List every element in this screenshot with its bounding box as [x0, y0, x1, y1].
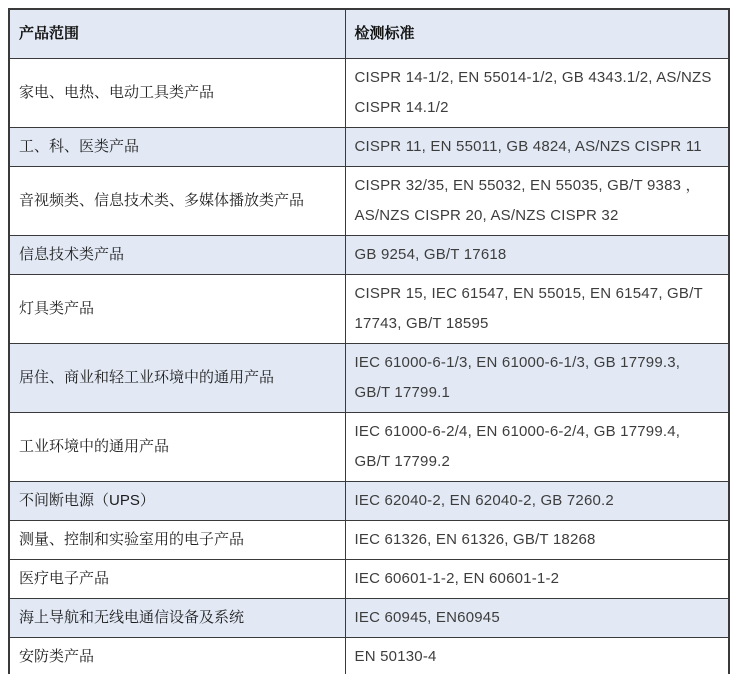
table-row — [9, 275, 729, 344]
test-standard-cell: EN 50130-4 — [345, 638, 729, 674]
table-header-row — [9, 9, 729, 59]
column-header-test-standard: 检测标准 — [345, 9, 729, 59]
product-scope-cell: 音视频类、信息技术类、多媒体播放类产品 — [9, 167, 345, 236]
test-standard-cell: IEC 61326, EN 61326, GB/T 18268 — [345, 521, 729, 560]
table-row — [9, 128, 729, 167]
test-standard-cell: IEC 61000-6-2/4, EN 61000-6-2/4, GB 17799.4, GB/T 17799.2 — [345, 413, 729, 482]
product-scope-cell: 灯具类产品 — [9, 275, 345, 344]
table-row — [9, 638, 729, 674]
product-scope-cell: 医疗电子产品 — [9, 560, 345, 599]
test-standard-cell: IEC 61000-6-1/3, EN 61000-6-1/3, GB 17799.3, GB/T 17799.1 — [345, 344, 729, 413]
test-standard-cell: CISPR 11, EN 55011, GB 4824, AS/NZS CISPR 11 — [345, 128, 729, 167]
product-scope-cell: 信息技术类产品 — [9, 236, 345, 275]
table-row — [9, 521, 729, 560]
product-scope-cell: 居住、商业和轻工业环境中的通用产品 — [9, 344, 345, 413]
table-row — [9, 413, 729, 482]
table-row — [9, 344, 729, 413]
test-standard-cell: IEC 60601-1-2, EN 60601-1-2 — [345, 560, 729, 599]
column-header-product-scope: 产品范围 — [9, 9, 345, 59]
table-row — [9, 560, 729, 599]
product-scope-cell: 安防类产品 — [9, 638, 345, 674]
test-standard-cell: CISPR 14-1/2, EN 55014-1/2, GB 4343.1/2, AS/NZS CISPR 14.1/2 — [345, 59, 729, 128]
product-scope-cell: 海上导航和无线电通信设备及系统 — [9, 599, 345, 638]
test-standard-cell: IEC 62040-2, EN 62040-2, GB 7260.2 — [345, 482, 729, 521]
test-standard-cell: CISPR 15, IEC 61547, EN 55015, EN 61547, GB/T 17743, GB/T 18595 — [345, 275, 729, 344]
product-scope-cell: 测量、控制和实验室用的电子产品 — [9, 521, 345, 560]
table-row — [9, 167, 729, 236]
product-scope-cell: 工业环境中的通用产品 — [9, 413, 345, 482]
test-standard-cell: IEC 60945, EN60945 — [345, 599, 729, 638]
table-row — [9, 59, 729, 128]
product-scope-cell: 工、科、医类产品 — [9, 128, 345, 167]
test-standard-cell: GB 9254, GB/T 17618 — [345, 236, 729, 275]
table-row — [9, 599, 729, 638]
table-row — [9, 236, 729, 275]
product-scope-cell: 家电、电热、电动工具类产品 — [9, 59, 345, 128]
test-standard-cell: CISPR 32/35, EN 55032, EN 55035, GB/T 9383 ，AS/NZS CISPR 20, AS/NZS CISPR 32 — [345, 167, 729, 236]
product-scope-cell: 不间断电源（UPS） — [9, 482, 345, 521]
table-row — [9, 482, 729, 521]
emc-standards-table — [8, 8, 730, 674]
